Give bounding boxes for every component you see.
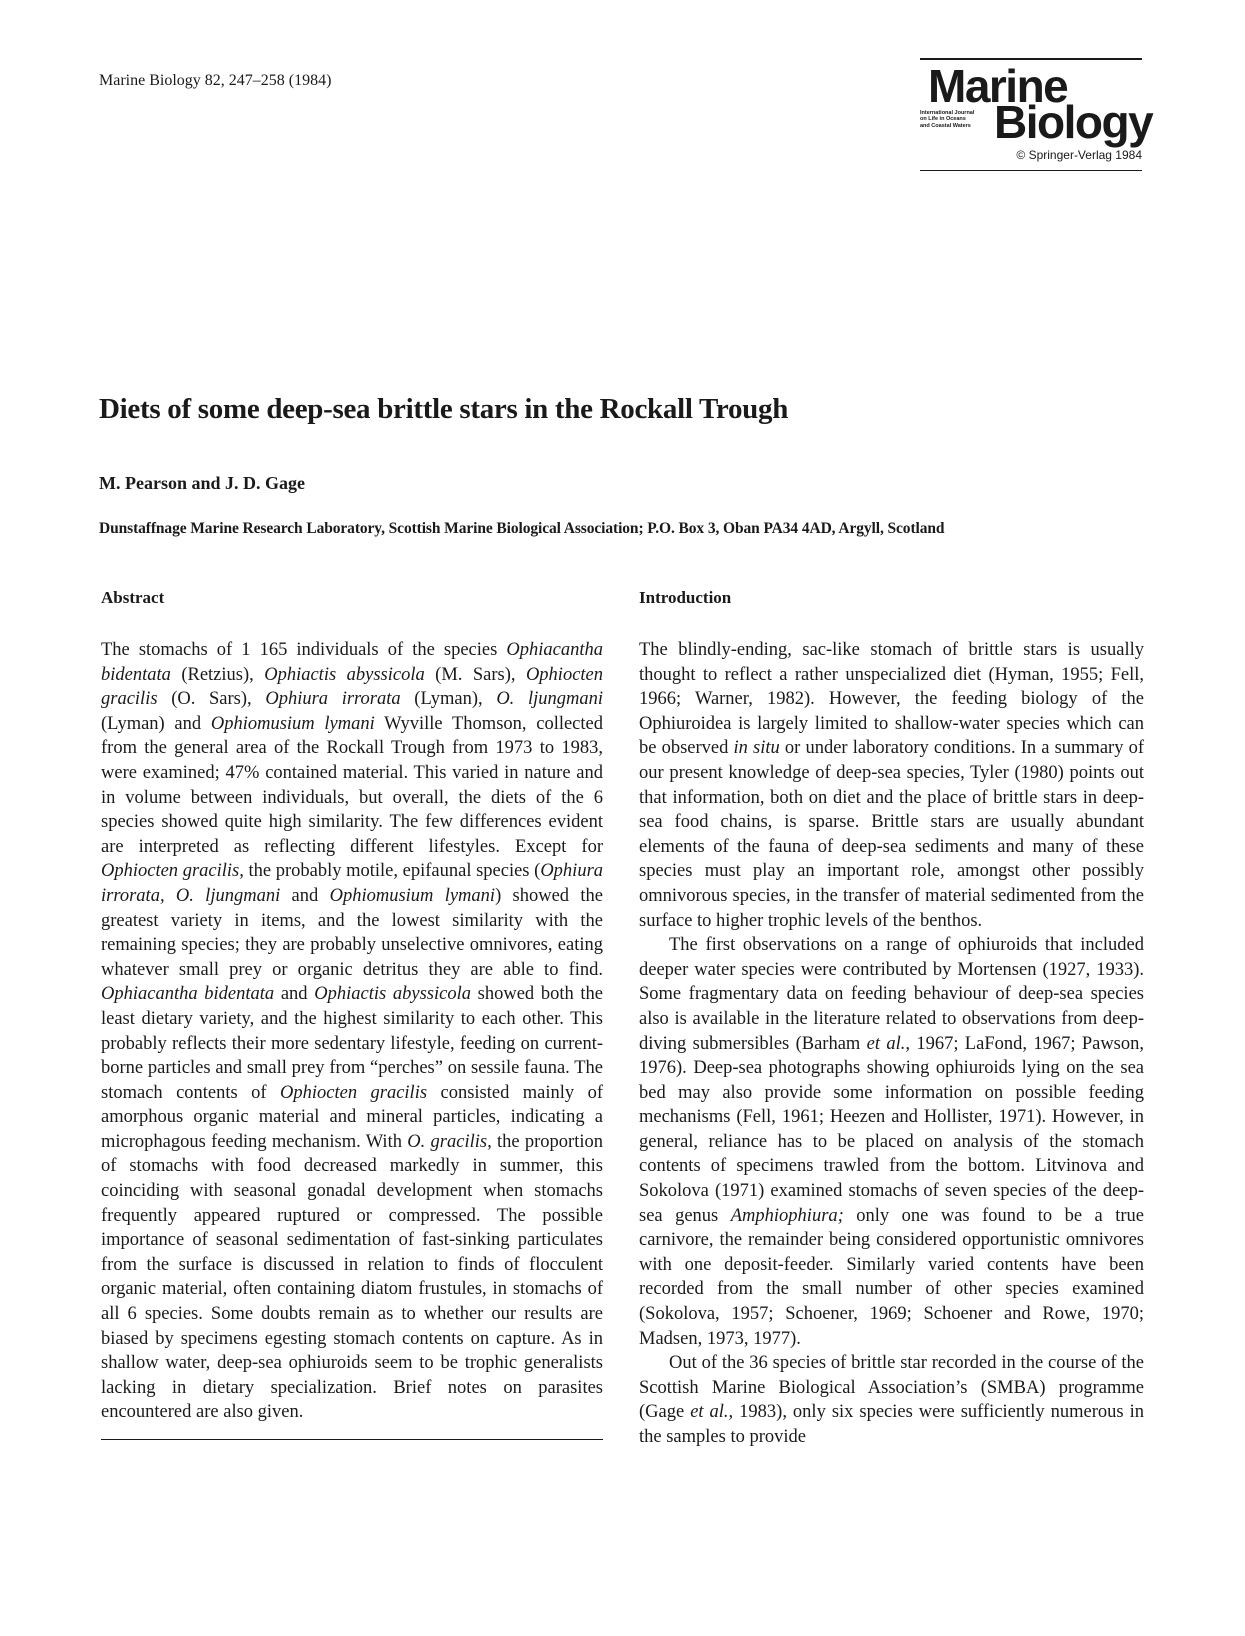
species-name: Ophiactis abyssicola xyxy=(314,984,471,1005)
abstract-text: consisted mainly of amorphous organic material and mineral particles, indicating a microphagous feeding mechanism. With xyxy=(101,1082,603,1152)
journal-citation: Marine Biology 82, 247–258 (1984) xyxy=(99,72,332,89)
species-name: Ophiura irrorata xyxy=(265,689,401,710)
species-name: Ophiocten gracilis xyxy=(101,664,603,710)
abstract-text: the probably motile, epifaunal species ( xyxy=(243,861,541,882)
abstract-text: (M. Sars), xyxy=(424,664,526,685)
latin-term: in situ xyxy=(733,738,780,759)
intro-text: The blindly-ending, sac-like stomach of brittle stars is usually thought to reflect a rather unspecialized diet (Hyman, 1955; Fell, 1966; Warner, 1982). However, the feeding biology of the Ophiuroidea is largely limited to shallow-water species which can be observed xyxy=(639,640,1144,759)
abstract-heading: Abstract xyxy=(101,588,165,607)
article-title: Diets of some deep-sea brittle stars in the Rockall Trough xyxy=(99,393,789,425)
logo-word-biology: Biology xyxy=(994,95,1153,148)
abstract-text: ) showed the greatest variety in items, and the lowest similarity with the remaining species; they are probably unselective omnivores, eating whatever small prey or organic detritus they are able to find. xyxy=(101,885,603,980)
species-name: Ophiocten gracilis, xyxy=(101,861,244,882)
species-name: Amphiophiura; xyxy=(730,1205,844,1226)
species-name: O. ljungmani xyxy=(496,689,603,710)
logo-bottom-rule xyxy=(920,170,1142,172)
journal-logo xyxy=(920,58,1153,171)
intro-text: only one was found to be a true carnivore, the remainder being considered opportunistic omnivores with one deposit-feeder. Similarly varied contents have been recorded from the small number of other species examined (Sokolova, 1957; Schoener, 1969; Schoener and Rowe, 1970; Madsen, 1973, 1977). xyxy=(639,1205,1144,1349)
article-affiliation: Dunstaffnage Marine Research Laboratory, Scottish Marine Biological Association; P.O. Box 3, Oban PA34 4AD, Argyll, Scotland xyxy=(99,520,945,537)
species-name: Ophiocten gracilis xyxy=(280,1082,428,1103)
abstract-section xyxy=(101,588,603,1440)
abstract-text: showed both the least dietary variety, and the highest similarity to each other. This probably reflects their more sedentary lifestyle, feeding on current-borne particles and small prey from “perches” on sessile fauna. The stomach contents of xyxy=(101,984,604,1103)
abstract-text: and xyxy=(280,885,330,906)
logo-biology-row xyxy=(920,95,1153,148)
species-name: Ophiacantha bidentata xyxy=(101,984,275,1005)
abstract-text: the proportion of stomachs with food decreased markedly in summer, this coinciding with seasonal gonadal development when stomachs frequently appeared ruptured or compressed. The possible importance of seasonal sedimentation of fast-sinking particulates from the surface is discussed in relation to finds of flocculent organic material, often containing diatom frustules, in stomachs of all 6 species. Some doubts remain as to whether our results are biased by specimens egesting stomach contents on capture. As in shallow water, deep-sea ophiuroids seem to be trophic generalists lacking in dietary specialization. Brief notes on parasites encountered are also given. xyxy=(101,1131,603,1423)
abstract-text: (Retzius), xyxy=(170,664,265,685)
intro-text: Out of the 36 species of brittle star recorded in the course of the Scottish Marine Biological Association’s (SMBA) programme (Gage xyxy=(639,1353,1144,1423)
intro-text: or under laboratory conditions. In a summary of our present knowledge of deep-sea species, Tyler (1980) points out that information, both on diet and the place of brittle stars in deep-sea food chains, is sparse. Brittle stars are usually abundant elements of the fauna of deep-sea sediments and many of these species must play an important role, amongst other possibly omnivorous species, in the transfer of material sedimented from the surface to higher trophic levels of the benthos. xyxy=(639,738,1144,931)
latin-term: et al., xyxy=(690,1402,734,1423)
logo-tagline-line-1: International Journal xyxy=(920,109,975,116)
abstract-text: Wyville Thomson, collected from the general area of the Rockall Trough from 1973 to 1983, were examined; 47% contained material. This varied in nature and in volume between individuals, but overall, the diets of the 6 species showed quite high similarity. The few differences evident are interpreted as reflecting different lifestyles. Except for xyxy=(101,713,603,857)
logo-tagline xyxy=(920,110,996,130)
introduction-paragraph-2 xyxy=(639,933,1144,1351)
latin-term: et al., xyxy=(866,1033,910,1054)
species-name: Ophiomusium lymani xyxy=(329,885,496,906)
introduction-heading: Introduction xyxy=(639,588,732,607)
introduction-paragraph-3 xyxy=(639,1351,1144,1449)
introduction-section xyxy=(639,588,1144,1450)
abstract-end-rule xyxy=(101,1439,603,1440)
abstract-text: (O. Sars), xyxy=(157,689,266,710)
species-name: Ophiacantha bidentata xyxy=(101,640,603,685)
article-authors: M. Pearson and J. D. Gage xyxy=(99,473,305,493)
logo-tagline-line-2: on Life in Oceans xyxy=(920,116,966,122)
introduction-paragraph-1 xyxy=(639,638,1144,933)
abstract-text: (Lyman) and xyxy=(101,713,211,734)
logo-tagline-line-3: and Coastal Waters xyxy=(920,122,971,129)
abstract-body xyxy=(101,638,603,1425)
species-name: O. gracilis, xyxy=(407,1131,492,1152)
species-name: Ophiactis abyssicola xyxy=(264,664,425,685)
species-name: Ophiomusium lymani xyxy=(210,713,375,734)
abstract-text: and xyxy=(274,984,315,1005)
intro-text: The first observations on a range of ophiuroids that included deeper water species were contributed by Mortensen (1927, 1933). Some fragmentary data on feeding behaviour of deep-sea species also is available in the literature related to observations from deep-diving submersibles (Barham xyxy=(639,935,1144,1054)
logo-copyright: © Springer-Verlag 1984 xyxy=(1016,147,1142,162)
intro-text: 1967; LaFond, 1967; Pawson, 1976). Deep-sea photographs showing ophiuroids lying on the sea bed may also provide some information on possible feeding mechanisms (Fell, 1961; Heezen and Hollister, 1971). However, in general, reliance has to be placed on analysis of the stomach contents of specimens trawled from the bottom. Litvinova and Sokolova (1971) examined stomachs of seven species of the deep-sea genus xyxy=(639,1033,1144,1226)
logo-word-marine: Marine xyxy=(928,59,1068,112)
abstract-text: (Lyman), xyxy=(400,689,497,710)
abstract-text: The stomachs of 1 165 individuals of the species xyxy=(101,640,507,660)
intro-text: 1983), only six species were sufficiently numerous in the samples to provide xyxy=(639,1402,1144,1447)
species-name: Ophiura irrorata, O. ljungmani xyxy=(101,861,604,906)
